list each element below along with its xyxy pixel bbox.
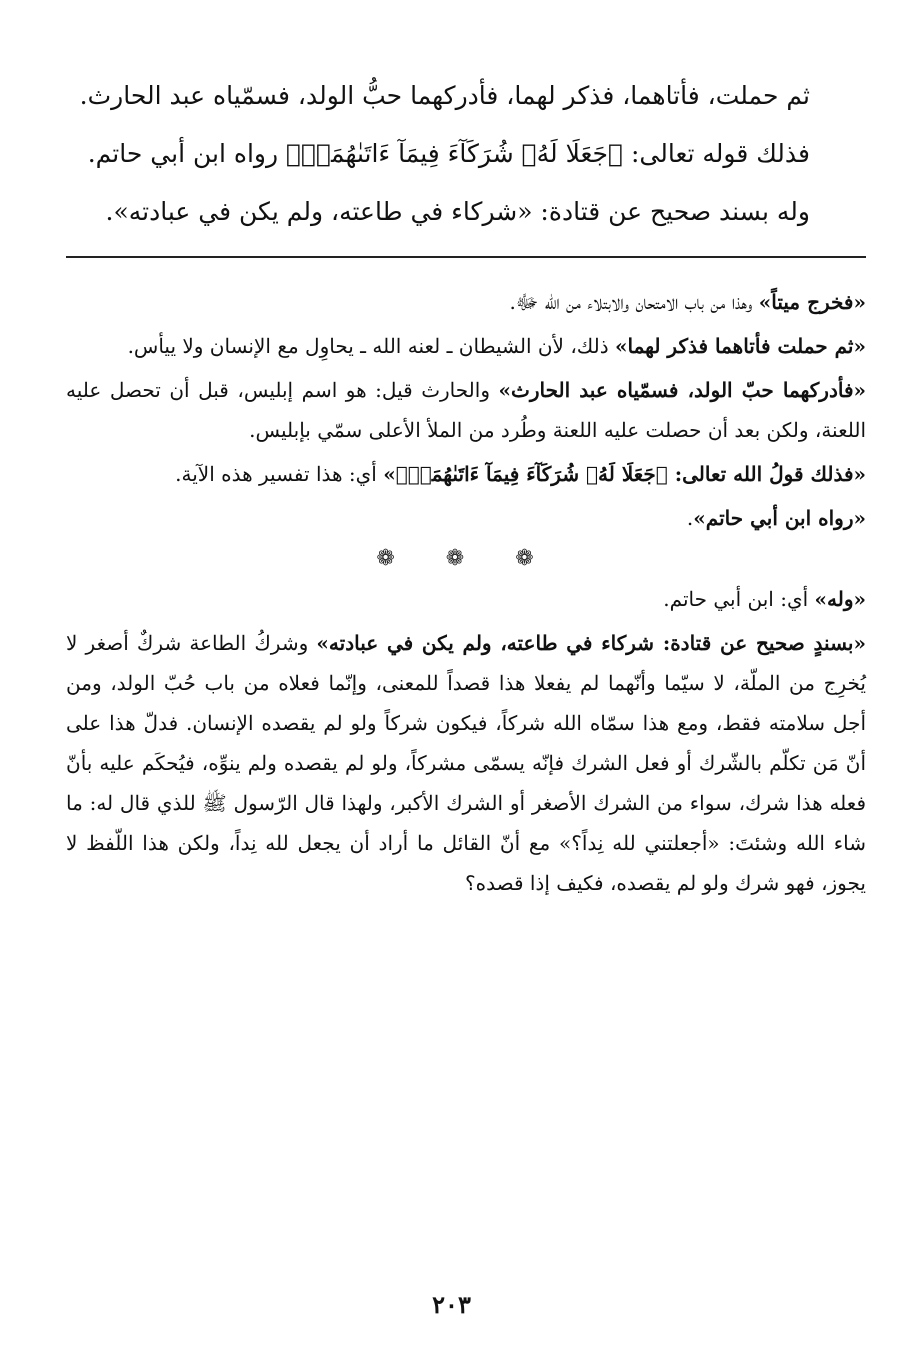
commentary-text: أي: ابن أبي حاتم. [663, 587, 815, 611]
section-ornament: ❁ ❁ ❁ [376, 546, 556, 571]
commentary-paragraph [66, 282, 866, 322]
quoted-phrase: «فأدركهما حبّ الولد، فسمّياه عبد الحارث» [498, 378, 866, 402]
commentary-paragraph [66, 370, 866, 450]
quoted-phrase: «رواه ابن أبي حاتم» [693, 506, 866, 530]
page-content [66, 70, 866, 907]
commentary-paragraph [66, 623, 866, 903]
commentary-paragraph [66, 579, 866, 619]
commentary-text: أي: هذا تفسير هذه الآية. [175, 462, 384, 486]
quoted-phrase: «ثم حملت فأتاهما فذكر لهما» [614, 334, 866, 358]
commentary-text: والحارث قيل: هو اسم إبليس، قبل أن تحصل عليه اللعنة، ولكن بعد أن حصلت عليه اللعنة وطُرد من الملأ الأعلى سمّي بإبليس. [66, 378, 866, 442]
page-number: ٢٠٣ [432, 1290, 471, 1319]
commentary-paragraph [66, 498, 866, 538]
quoted-phrase: «بسندٍ صحيح عن قتادة: شركاء في طاعته، ولم يكن في عبادته» [316, 631, 866, 655]
main-text [66, 70, 866, 238]
commentary-text: وهذا من باب الامتحان والابتلاء من الله ﷻ. [509, 290, 759, 314]
footnote-divider [66, 256, 866, 258]
quoted-phrase: «فخرج ميتاً» [758, 290, 866, 314]
commentary-text: ذلك، لأن الشيطان ـ لعنه الله ـ يحاوِل مع الإنسان ولا ييأس. [127, 334, 615, 358]
commentary-text: وشركُ الطاعة شركٌ أصغر لا يُخرِج من الملّة، لا سيّما وأنّهما لم يفعلا هذا قصداً للمعنى، وإنّما فعلاه من باب حُبّ الولد، ومن أجل سلامته فقط، ومع هذا سمّاه الله شركاً، فيكون شركاً ولو لم يقصده الإنسان. فدلّ هذا على أنّ مَن تكلّم بالشّرك أو فعل الشرك فإنّه يسمّى مشركاً، ولو لم يقصده ولم ينوِّه، فيُحكَم عليه بأنّ فعله هذا شرك، سواء من الشرك الأصغر أو الشرك الأكبر، ولهذا قال الرّسول ﷺ للذي قال له: ما شاء الله وشئتَ: «أجعلتني لله نِداً؟» مع أنّ القائل ما أراد أن يجعل لله نِداً، ولكن هذا اللّفظ لا يجوز، فهو شرك ولو لم يقصده، فكيف إذا قصده؟ [66, 631, 866, 895]
commentary-text: . [686, 506, 694, 530]
main-paragraph: فذلك قوله تعالى: ﴿جَعَلَا لَهُۥ شُرَكَآءَ فِيمَآ ءَاتَىٰهُمَاۚ﴾ رواه ابن أبي حاتم. [87, 139, 810, 168]
quoted-phrase: «فذلك قولُ الله تعالى: ﴿جَعَلَا لَهُۥ شُرَكَآءَ فِيمَآ ءَاتَىٰهُمَاۚ﴾» [383, 462, 866, 486]
main-paragraph: وله بسند صحيح عن قتادة: «شركاء في طاعته، ولم يكن في عبادته». [105, 197, 810, 226]
commentary-paragraph [66, 454, 866, 494]
commentary-paragraph [66, 326, 866, 366]
main-paragraph: ثم حملت، فأتاهما، فذكر لهما، فأدركهما حبُّ الولد، فسمّياه عبد الحارث. [79, 81, 810, 110]
commentary [66, 282, 866, 903]
quoted-phrase: «وله» [814, 587, 866, 611]
